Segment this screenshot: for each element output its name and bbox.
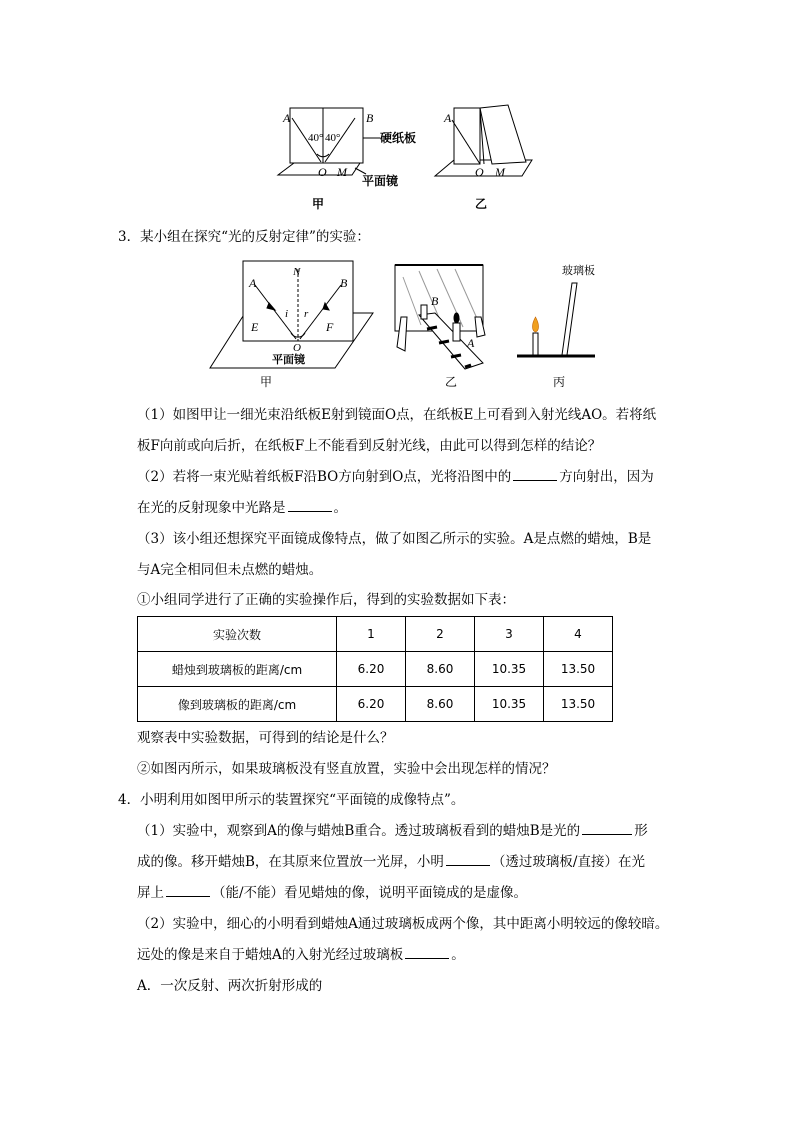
table-header-row [138, 617, 613, 652]
top-caption-yi: 乙 [475, 197, 488, 211]
table-row [138, 687, 613, 722]
q3-caption-jia: 甲 [260, 375, 273, 389]
table-header-cell: 实验次数 [138, 617, 337, 652]
q3-label-F: F [326, 320, 334, 334]
q3-intro: 3．某小组在探究“光的反射定律”的实验： [118, 229, 370, 245]
q4-p1-text1: （1）实验中，观察到A的像与蜡烛B重合。透过玻璃板看到的蜡烛B是光的 [137, 823, 581, 839]
q3-p3-line1: （3）该小组还想探究平面镜成像特点，做了如图乙所示的实验。A是点燃的蜡烛，B是 [137, 531, 652, 547]
top-label-cardboard: 硬纸板 [380, 131, 417, 145]
q3-flame-icon [532, 317, 538, 332]
q4-p1-text6: （能/不能）看见蜡烛的像，说明平面镜成的是虚像。 [212, 885, 528, 901]
table-header-cell: 3 [475, 617, 544, 652]
q3-label-O: O [293, 342, 301, 354]
q3-label-A: A [249, 276, 257, 290]
top-label-M: M [337, 165, 347, 179]
q3-label-mirror: 平面镜 [272, 353, 305, 366]
q4-p1-line3 [137, 883, 527, 903]
q3-data-table [137, 616, 613, 722]
q3-label-B: B [340, 276, 348, 290]
q4-blank-process[interactable] [405, 946, 449, 959]
q4-p1-text4: （透过玻璃板/直接）在光 [491, 854, 645, 870]
q3-p2-text4: 。 [333, 500, 347, 516]
q3-yi-label-A: A [467, 336, 475, 350]
top-yi-label-O: O [475, 165, 484, 179]
table-row [138, 652, 613, 687]
q3-blank-reversible[interactable] [288, 499, 332, 512]
top-caption-jia: 甲 [312, 197, 325, 211]
top-label-B: B [366, 111, 374, 125]
q4-blank-reflection[interactable] [582, 822, 632, 835]
q4-option-A[interactable]: A．一次反射、两次折射形成的 [137, 978, 323, 994]
q3-label-r: r [304, 308, 309, 320]
q3-p4: ①小组同学进行了正确的实验操作后，得到的实验数据如下表： [137, 592, 515, 608]
q3-yi-label-B: B [431, 294, 439, 308]
q4-p1-text2: 形 [634, 823, 648, 839]
table-cell: 10.35 [475, 687, 544, 722]
q3-p2-text3: 在光的反射现象中光路是 [137, 500, 286, 516]
q3-label-i: i [285, 308, 289, 320]
table-header-cell: 4 [544, 617, 613, 652]
table-cell: 像到玻璃板的距离/cm [138, 687, 337, 722]
q3-p1-line1: （1）如图甲让一细光束沿纸板E射到镜面O点，在纸板E上可看到入射光线AO。若将纸 [137, 407, 657, 423]
table-cell: 6.20 [337, 687, 406, 722]
table-header-cell: 1 [337, 617, 406, 652]
q4-p2-text1: 远处的像是来自于蜡烛A的入射光经过玻璃板 [137, 947, 404, 963]
top-label-A: A [283, 111, 291, 125]
q3-bing-candle [533, 333, 538, 355]
q3-p5: 观察表中实验数据，可得到的结论是什么？ [137, 730, 394, 746]
q3-label-N: N [293, 266, 301, 278]
yi-cardboard-right [480, 105, 526, 164]
table-cell: 13.50 [544, 687, 613, 722]
q4-p2-line1: （2）实验中，细心的小明看到蜡烛A通过玻璃板成两个像，其中距离小明较远的像较暗。 [137, 916, 669, 932]
q3-figure [205, 255, 615, 395]
q3-p2-text2: 方向射出，因为 [559, 469, 654, 485]
top-label-O: O [318, 165, 327, 179]
table-cell: 8.60 [406, 687, 475, 722]
table-cell: 10.35 [475, 652, 544, 687]
q3-caption-bing: 丙 [553, 375, 566, 389]
yi-cardboard-left [454, 108, 480, 164]
q3-p1-line2: 板F向前或向后折，在纸板F上不能看到反射光线，由此可以得到怎样的结论？ [137, 438, 602, 454]
top-label-angle1: 40° [308, 132, 324, 144]
table-cell: 8.60 [406, 652, 475, 687]
q3-bing-label-glass: 玻璃板 [562, 264, 595, 277]
q3-label-E: E [251, 320, 259, 334]
top-label-mirror: 平面镜 [362, 174, 399, 188]
top-figure [270, 100, 550, 215]
q3-p2-line2 [137, 498, 347, 518]
q3-candle-B [421, 305, 427, 319]
q3-caption-yi: 乙 [445, 375, 458, 389]
q3-p6: ②如图丙所示，如果玻璃板没有竖直放置，实验中会出现怎样的情况？ [137, 761, 556, 777]
table-header-cell: 2 [406, 617, 475, 652]
q3-p2-text1: （2）若将一束光贴着纸板F沿BO方向射到O点，光将沿图中的 [137, 469, 512, 485]
q4-p2-line2 [137, 945, 465, 965]
top-label-angle2: 40° [325, 132, 341, 144]
q4-p1-line1 [137, 821, 648, 841]
table-cell: 6.20 [337, 652, 406, 687]
q3-candle-A [453, 323, 460, 341]
q3-p3-line2: 与A完全相同但未点燃的蜡烛。 [137, 562, 323, 578]
q4-p1-line2 [137, 852, 645, 872]
q4-blank-can[interactable] [166, 884, 210, 897]
top-yi-label-M: M [495, 165, 505, 179]
table-cell: 蜡烛到玻璃板的距离/cm [138, 652, 337, 687]
q4-p2-text2: 。 [451, 947, 465, 963]
q3-p2-line1 [137, 467, 654, 487]
q3-blank-direction[interactable] [513, 468, 557, 481]
q4-p1-text5: 屏上 [137, 885, 164, 901]
q4-p1-text3: 成的像。移开蜡烛B，在其原来位置放一光屏，小明 [137, 854, 444, 870]
q3-tilted-glass [562, 283, 577, 355]
q4-intro: 4．小明利用如图甲所示的装置探究“平面镜的成像特点”。 [118, 792, 465, 808]
q4-blank-view[interactable] [446, 853, 490, 866]
top-yi-label-A: A [444, 111, 452, 125]
table-cell: 13.50 [544, 652, 613, 687]
